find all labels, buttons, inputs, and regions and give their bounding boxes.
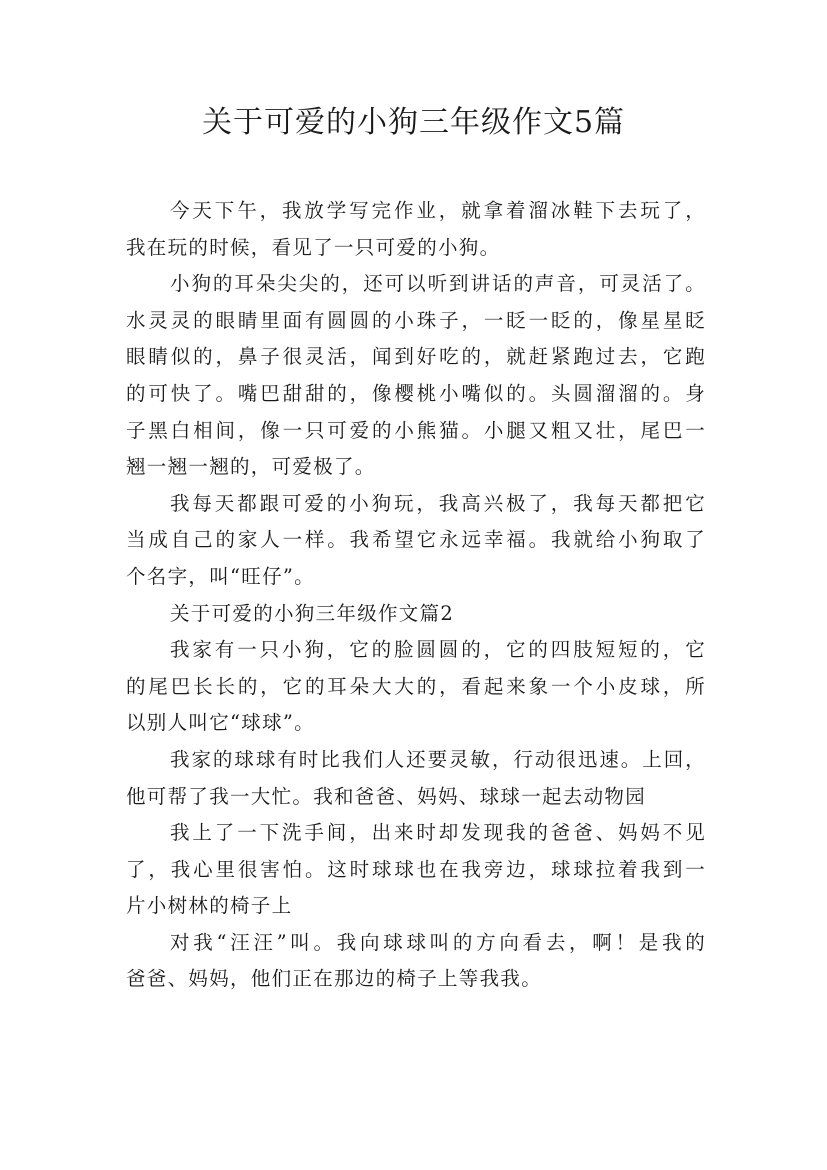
- paragraph-line: 当成自己的家人一样。我希望它永远幸福。我就给小狗取了: [126, 528, 706, 552]
- paragraph-7: [126, 815, 706, 925]
- paragraph-line: 今天下午，我放学写完作业，就拿着溜冰鞋下去玩了，: [170, 199, 706, 222]
- paragraph-line: 水灵灵的眼睛里面有圆圆的小珠子，一眨一眨的，像星星眨: [126, 308, 706, 332]
- paragraph-line: 小狗的耳朵尖尖的，还可以听到讲话的声音，可灵活了。: [170, 272, 706, 296]
- paragraph-line: 以别人叫它“球球”。: [126, 711, 315, 735]
- paragraph-5: [126, 632, 706, 742]
- paragraph-line: 爸爸、妈妈，他们正在那边的椅子上等我我。: [126, 967, 543, 991]
- paragraph-6: [126, 742, 706, 815]
- paragraph-line: 我上了一下洗手间，出来时却发现我的爸爸、妈妈不见: [170, 821, 706, 845]
- section-heading-text: 关于可爱的小狗三年级作文篇2: [170, 601, 455, 625]
- paragraph-line: 我在玩的时候，看见了一只可爱的小狗。: [126, 235, 501, 259]
- paragraph-line: 我每天都跟可爱的小狗玩，我高兴极了，我每天都把它: [170, 491, 706, 515]
- paragraph-line: 对我“汪汪”叫。我向球球叫的方向看去，啊！是我的: [170, 930, 706, 954]
- paragraph-3: [126, 486, 706, 596]
- paragraph-line: 翘一翘一翘的，可爱极了。: [126, 455, 376, 479]
- paragraph-line: 个名字，叫“旺仔”。: [126, 564, 315, 588]
- paragraph-1: [126, 193, 706, 266]
- document-body: [126, 193, 706, 998]
- paragraph-line: 了，我心里很害怕。这时球球也在我旁边，球球拉着我到一: [126, 857, 706, 881]
- paragraph-line: 片小树林的椅子上: [126, 894, 293, 918]
- paragraph-line: 他可帮了我一大忙。我和爸爸、妈妈、球球一起去动物园: [126, 784, 647, 808]
- document-title: 关于可爱的小狗三年级作文5篇: [201, 105, 626, 140]
- paragraph-2: [126, 266, 706, 486]
- paragraph-line: 我家有一只小狗，它的脸圆圆的，它的四肢短短的，它: [170, 638, 706, 662]
- paragraph-line: 眼睛似的，鼻子很灵活，闻到好吃的，就赶紧跑过去，它跑: [126, 345, 706, 369]
- section-heading: [126, 596, 706, 633]
- paragraph-line: 子黑白相间，像一只可爱的小熊猫。小腿又粗又壮，尾巴一: [126, 418, 706, 442]
- paragraph-line: 我家的球球有时比我们人还要灵敏，行动很迅速。上回，: [170, 747, 706, 771]
- paragraph-line: 的尾巴长长的，它的耳朵大大的，看起来象一个小皮球，所: [126, 674, 706, 698]
- paragraph-8: [126, 925, 706, 998]
- paragraph-line: 的可快了。嘴巴甜甜的，像樱桃小嘴似的。头圆溜溜的。身: [126, 381, 706, 405]
